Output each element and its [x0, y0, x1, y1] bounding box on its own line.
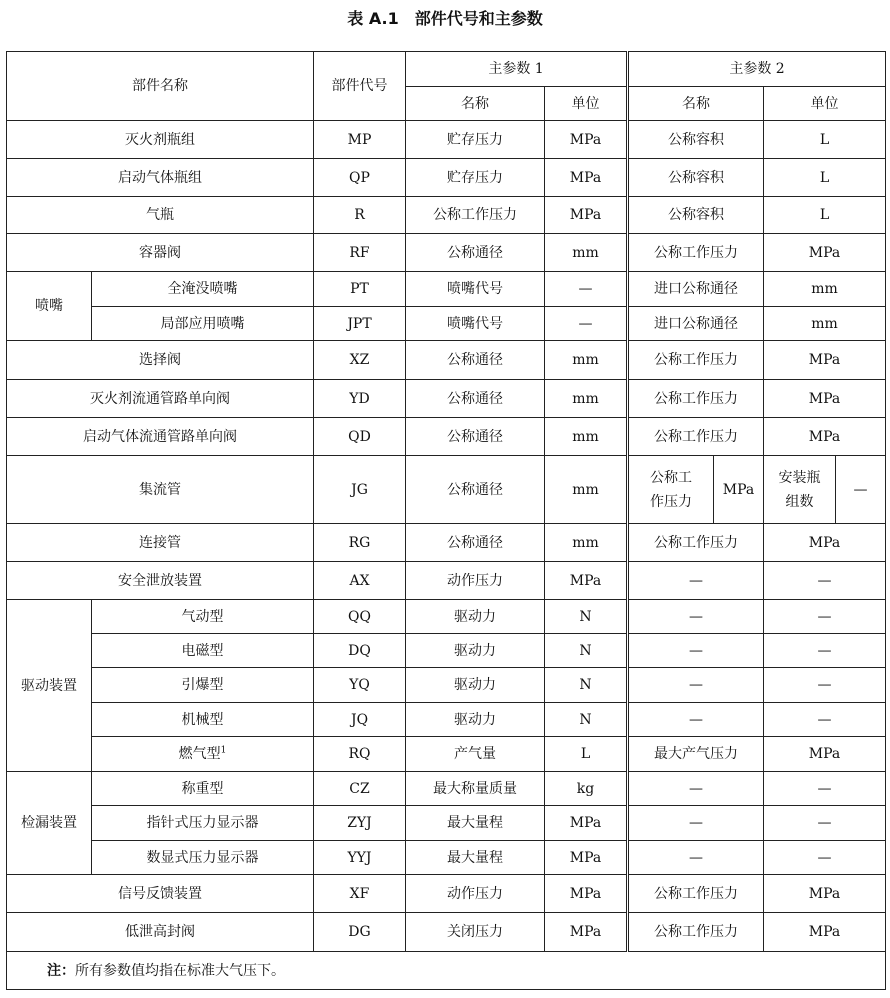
- param2-name: —: [628, 772, 764, 806]
- table-row: [7, 418, 886, 456]
- part-name: 集流管: [7, 456, 314, 524]
- header-param2-unit: 单位: [764, 87, 886, 121]
- param1-name: 动作压力: [406, 562, 545, 600]
- part-name: 灭火剂瓶组: [7, 121, 314, 159]
- header-param1-unit: 单位: [545, 87, 628, 121]
- part-code: DQ: [314, 634, 406, 668]
- part-code: DG: [314, 913, 406, 952]
- param2-unit: MPa: [764, 875, 886, 913]
- param2-name: —: [628, 562, 764, 600]
- param2-name: 公称容积: [628, 159, 764, 197]
- part-code: JQ: [314, 703, 406, 737]
- param1-name: 驱动力: [406, 668, 545, 703]
- part-name: 低泄高封阀: [7, 913, 314, 952]
- part-code: YQ: [314, 668, 406, 703]
- part-name: 指针式压力显示器: [92, 806, 314, 841]
- part-name: 灭火剂流通管路单向阀: [7, 380, 314, 418]
- param1-name: 动作压力: [406, 875, 545, 913]
- table-row: [7, 341, 886, 380]
- part-name: 全淹没喷嘴: [92, 272, 314, 307]
- param2-unit: MPa: [764, 234, 886, 272]
- param2-name: 公称工作压力: [628, 875, 764, 913]
- table-row: [7, 600, 886, 634]
- param2-unit: —: [764, 600, 886, 634]
- param2-name: —: [628, 634, 764, 668]
- part-name: 安全泄放装置: [7, 562, 314, 600]
- part-name-text: 燃气型: [178, 746, 221, 762]
- param2a-name: [628, 456, 714, 524]
- table-row: [7, 841, 886, 875]
- part-code: RF: [314, 234, 406, 272]
- param1-name: 公称通径: [406, 341, 545, 380]
- param2-name: 公称工作压力: [628, 234, 764, 272]
- header-part-code: 部件代号: [314, 52, 406, 121]
- param1-name: 产气量: [406, 737, 545, 772]
- param1-unit: L: [545, 737, 628, 772]
- param1-name: 公称通径: [406, 524, 545, 562]
- table-row: [7, 703, 886, 737]
- param1-name: 最大量程: [406, 841, 545, 875]
- param2-unit: —: [764, 562, 886, 600]
- param2-name: 公称工作压力: [628, 524, 764, 562]
- table-row: [7, 562, 886, 600]
- param1-name: 喷嘴代号: [406, 272, 545, 307]
- param1-name: 最大量程: [406, 806, 545, 841]
- part-code: R: [314, 197, 406, 234]
- parts-table: [6, 51, 886, 990]
- part-code: XZ: [314, 341, 406, 380]
- param1-unit: N: [545, 634, 628, 668]
- param1-name: 最大称量质量: [406, 772, 545, 806]
- param1-unit: MPa: [545, 875, 628, 913]
- param2b-name-line2: 组数: [785, 493, 814, 510]
- footnote-mark: 1: [220, 745, 227, 756]
- part-name: [92, 737, 314, 772]
- part-code: RQ: [314, 737, 406, 772]
- table-row: [7, 634, 886, 668]
- param1-unit: MPa: [545, 121, 628, 159]
- header-param1-name: 名称: [406, 87, 545, 121]
- part-name: 启动气体瓶组: [7, 159, 314, 197]
- part-name: 信号反馈装置: [7, 875, 314, 913]
- part-code: YD: [314, 380, 406, 418]
- part-name: 引爆型: [92, 668, 314, 703]
- param1-unit: mm: [545, 418, 628, 456]
- param1-unit: N: [545, 668, 628, 703]
- param2b-name-line1: 安装瓶: [778, 469, 821, 486]
- param2-name: —: [628, 600, 764, 634]
- param1-unit: mm: [545, 341, 628, 380]
- param1-name: 公称通径: [406, 380, 545, 418]
- param1-name: 驱动力: [406, 600, 545, 634]
- param1-unit: N: [545, 703, 628, 737]
- group-nozzle: 喷嘴: [7, 272, 92, 341]
- part-name: 电磁型: [92, 634, 314, 668]
- part-code: JG: [314, 456, 406, 524]
- param2-name: —: [628, 668, 764, 703]
- param2-unit: MPa: [764, 913, 886, 952]
- table-row: [7, 380, 886, 418]
- param1-unit: —: [545, 307, 628, 341]
- table-row: [7, 524, 886, 562]
- table-title: 表 A.1 部件代号和主参数: [347, 9, 543, 28]
- part-name: 机械型: [92, 703, 314, 737]
- part-name: 启动气体流通管路单向阀: [7, 418, 314, 456]
- param2-unit: MPa: [764, 341, 886, 380]
- note-row: [7, 952, 886, 990]
- part-name: 气瓶: [7, 197, 314, 234]
- param1-unit: N: [545, 600, 628, 634]
- param2-name: —: [628, 806, 764, 841]
- param1-name: 公称工作压力: [406, 197, 545, 234]
- table-row: [7, 913, 886, 952]
- param1-unit: MPa: [545, 913, 628, 952]
- param2-name: 最大产气压力: [628, 737, 764, 772]
- param2-unit: —: [764, 703, 886, 737]
- param2-unit: —: [764, 634, 886, 668]
- table-row: [7, 875, 886, 913]
- note-text: 所有参数值均指在标准大气压下。: [75, 962, 285, 979]
- header-param2: 主参数 2: [628, 52, 886, 87]
- param2-unit: mm: [764, 272, 886, 307]
- part-code: AX: [314, 562, 406, 600]
- param2-name: 进口公称通径: [628, 307, 764, 341]
- param2-unit: MPa: [764, 380, 886, 418]
- param2-unit: —: [764, 841, 886, 875]
- param1-name: 驱动力: [406, 634, 545, 668]
- param1-unit: MPa: [545, 197, 628, 234]
- part-code: ZYJ: [314, 806, 406, 841]
- table-row: [7, 197, 886, 234]
- param1-name: 公称通径: [406, 456, 545, 524]
- part-code: XF: [314, 875, 406, 913]
- param2-unit: —: [764, 668, 886, 703]
- param1-unit: mm: [545, 524, 628, 562]
- param1-name: 驱动力: [406, 703, 545, 737]
- note-label: 注：: [47, 962, 75, 979]
- param2-unit: MPa: [764, 524, 886, 562]
- header-param2-name: 名称: [628, 87, 764, 121]
- param1-unit: MPa: [545, 159, 628, 197]
- param2-name: 公称工作压力: [628, 380, 764, 418]
- param2b-name: [764, 456, 836, 524]
- param2-name: 进口公称通径: [628, 272, 764, 307]
- part-code: QD: [314, 418, 406, 456]
- param2-name: 公称工作压力: [628, 913, 764, 952]
- param2-unit: mm: [764, 307, 886, 341]
- param2b-unit: —: [836, 456, 886, 524]
- table-row: [7, 456, 886, 524]
- table-row: [7, 234, 886, 272]
- param1-unit: MPa: [545, 562, 628, 600]
- group-drive: 驱动装置: [7, 600, 92, 772]
- param1-name: 喷嘴代号: [406, 307, 545, 341]
- param2-name: 公称容积: [628, 197, 764, 234]
- param2-name: 公称工作压力: [628, 341, 764, 380]
- part-code: CZ: [314, 772, 406, 806]
- header-part-name: 部件名称: [7, 52, 314, 121]
- param1-name: 公称通径: [406, 418, 545, 456]
- param2-unit: L: [764, 197, 886, 234]
- param2-name: 公称容积: [628, 121, 764, 159]
- part-code: YYJ: [314, 841, 406, 875]
- part-name: 称重型: [92, 772, 314, 806]
- param2-name: —: [628, 841, 764, 875]
- part-name: 局部应用喷嘴: [92, 307, 314, 341]
- param2a-unit: MPa: [714, 456, 764, 524]
- param2-unit: MPa: [764, 418, 886, 456]
- part-code: PT: [314, 272, 406, 307]
- param2-unit: —: [764, 806, 886, 841]
- param2a-name-line1: 公称工: [650, 469, 693, 486]
- group-leak: 检漏装置: [7, 772, 92, 875]
- table-row: [7, 772, 886, 806]
- param2-name: —: [628, 703, 764, 737]
- table-row: [7, 668, 886, 703]
- table-row: [7, 307, 886, 341]
- part-code: JPT: [314, 307, 406, 341]
- part-code: QP: [314, 159, 406, 197]
- part-code: RG: [314, 524, 406, 562]
- param1-unit: —: [545, 272, 628, 307]
- param1-unit: mm: [545, 456, 628, 524]
- part-name: 容器阀: [7, 234, 314, 272]
- param1-name: 关闭压力: [406, 913, 545, 952]
- table-row: [7, 806, 886, 841]
- param2-unit: L: [764, 159, 886, 197]
- header-param1: 主参数 1: [406, 52, 628, 87]
- part-code: MP: [314, 121, 406, 159]
- param1-name: 贮存压力: [406, 121, 545, 159]
- param1-name: 公称通径: [406, 234, 545, 272]
- param1-unit: mm: [545, 380, 628, 418]
- table-row: [7, 159, 886, 197]
- param1-name: 贮存压力: [406, 159, 545, 197]
- param2-unit: L: [764, 121, 886, 159]
- part-name: 连接管: [7, 524, 314, 562]
- table-note: [7, 952, 886, 990]
- param2-unit: —: [764, 772, 886, 806]
- table-row: [7, 121, 886, 159]
- param1-unit: MPa: [545, 841, 628, 875]
- part-code: QQ: [314, 600, 406, 634]
- table-row: [7, 737, 886, 772]
- table-row: [7, 272, 886, 307]
- param1-unit: mm: [545, 234, 628, 272]
- param1-unit: MPa: [545, 806, 628, 841]
- part-name: 数显式压力显示器: [92, 841, 314, 875]
- part-name: 气动型: [92, 600, 314, 634]
- param2-unit: MPa: [764, 737, 886, 772]
- param2a-name-line2: 作压力: [650, 493, 693, 510]
- param1-unit: kg: [545, 772, 628, 806]
- param2-name: 公称工作压力: [628, 418, 764, 456]
- part-name: 选择阀: [7, 341, 314, 380]
